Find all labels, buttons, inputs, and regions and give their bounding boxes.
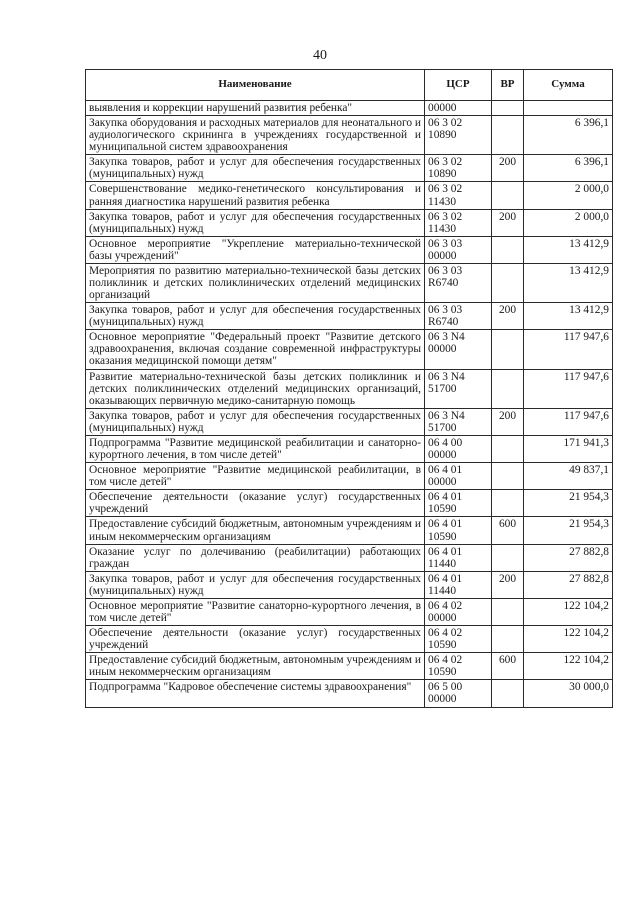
table-row [86, 303, 613, 330]
row-name: Закупка товаров, работ и услуг для обеспечения государственных (муниципальных) нужд [86, 209, 425, 236]
row-vr [492, 598, 524, 625]
page-number: 40 [313, 48, 327, 63]
row-sum: 117 947,6 [524, 369, 613, 408]
table-row [86, 598, 613, 625]
row-vr [492, 182, 524, 209]
table-row [86, 369, 613, 408]
table-row [86, 155, 613, 182]
row-csr: 06 3 02 11430 [425, 182, 492, 209]
row-sum: 122 104,2 [524, 653, 613, 680]
row-csr: 06 3 02 10890 [425, 116, 492, 155]
row-csr: 06 4 01 00000 [425, 463, 492, 490]
row-sum: 21 954,3 [524, 490, 613, 517]
row-vr [492, 236, 524, 263]
row-sum: 13 412,9 [524, 303, 613, 330]
row-sum: 6 396,1 [524, 116, 613, 155]
row-csr: 06 4 00 00000 [425, 435, 492, 462]
row-name: Предоставление субсидий бюджетным, автономным учреждениям и иным некоммерческим организациям [86, 517, 425, 544]
row-name: Основное мероприятие "Развитие медицинской реабилитации, в том числе детей" [86, 463, 425, 490]
row-name: Закупка товаров, работ и услуг для обеспечения государственных (муниципальных) нужд [86, 408, 425, 435]
row-csr: 06 3 N4 51700 [425, 369, 492, 408]
row-name: Основное мероприятие "Федеральный проект "Развитие детского здравоохранения, включая создание современной инфраструктуры оказания медицинской помощи детям" [86, 330, 425, 369]
header-vr: ВР [492, 70, 524, 101]
header-csr: ЦСР [425, 70, 492, 101]
row-csr: 06 4 02 10590 [425, 653, 492, 680]
row-sum: 122 104,2 [524, 598, 613, 625]
row-sum: 49 837,1 [524, 463, 613, 490]
row-name: Закупка товаров, работ и услуг для обеспечения государственных (муниципальных) нужд [86, 571, 425, 598]
table-row [86, 463, 613, 490]
budget-table [85, 69, 613, 708]
table-row [86, 571, 613, 598]
row-name: Мероприятия по развитию материально-технической базы детских поликлиник и детских поликлинических отделений медицинских организаций [86, 263, 425, 302]
row-vr [492, 330, 524, 369]
row-csr: 00000 [425, 101, 492, 116]
row-vr: 200 [492, 571, 524, 598]
row-csr: 06 4 01 11440 [425, 571, 492, 598]
row-csr: 06 4 02 00000 [425, 598, 492, 625]
row-sum: 2 000,0 [524, 209, 613, 236]
row-name: Основное мероприятие "Укрепление материально-технической базы учреждений" [86, 236, 425, 263]
row-csr: 06 3 N4 00000 [425, 330, 492, 369]
row-name: Обеспечение деятельности (оказание услуг) государственных учреждений [86, 626, 425, 653]
row-vr [492, 263, 524, 302]
row-vr: 200 [492, 303, 524, 330]
row-sum: 117 947,6 [524, 408, 613, 435]
row-name: Подпрограмма "Кадровое обеспечение системы здравоохранения" [86, 680, 425, 707]
row-name: Основное мероприятие "Развитие санаторно-курортного лечения, в том числе детей" [86, 598, 425, 625]
row-csr: 06 4 01 11440 [425, 544, 492, 571]
header-sum: Сумма [524, 70, 613, 101]
row-name: Закупка товаров, работ и услуг для обеспечения государственных (муниципальных) нужд [86, 303, 425, 330]
row-csr: 06 4 02 10590 [425, 626, 492, 653]
row-csr: 06 3 02 10890 [425, 155, 492, 182]
row-vr [492, 626, 524, 653]
table-row [86, 263, 613, 302]
row-sum: 122 104,2 [524, 626, 613, 653]
row-sum: 21 954,3 [524, 517, 613, 544]
row-vr [492, 116, 524, 155]
row-sum: 117 947,6 [524, 330, 613, 369]
row-sum: 13 412,9 [524, 263, 613, 302]
table-row [86, 517, 613, 544]
row-name: выявления и коррекции нарушений развития ребенка" [86, 101, 425, 116]
row-vr [492, 544, 524, 571]
row-csr: 06 3 02 11430 [425, 209, 492, 236]
row-vr: 200 [492, 155, 524, 182]
table-row [86, 101, 613, 116]
row-name: Подпрограмма "Развитие медицинской реабилитации и санаторно-курортного лечения, в том числе детей" [86, 435, 425, 462]
row-name: Развитие материально-технической базы детских поликлиник и детских поликлинических отделений медицинских организаций, оказывающих первичную медико-санитарную помощь [86, 369, 425, 408]
row-vr [492, 101, 524, 116]
row-vr: 200 [492, 408, 524, 435]
row-sum [524, 101, 613, 116]
row-vr [492, 463, 524, 490]
table-row [86, 435, 613, 462]
table-row [86, 680, 613, 707]
row-sum: 30 000,0 [524, 680, 613, 707]
row-sum: 13 412,9 [524, 236, 613, 263]
row-vr: 600 [492, 653, 524, 680]
row-sum: 27 882,8 [524, 544, 613, 571]
row-name: Закупка оборудования и расходных материалов для неонатального и аудиологического скрининга в учреждениях государственной и муниципальной систем здравоохранения [86, 116, 425, 155]
row-sum: 171 941,3 [524, 435, 613, 462]
header-name: Наименование [86, 70, 425, 101]
row-csr: 06 3 03 R6740 [425, 303, 492, 330]
row-vr [492, 680, 524, 707]
row-name: Закупка товаров, работ и услуг для обеспечения государственных (муниципальных) нужд [86, 155, 425, 182]
row-csr: 06 4 01 10590 [425, 517, 492, 544]
table-row [86, 236, 613, 263]
table-row [86, 544, 613, 571]
table-row [86, 626, 613, 653]
table-row [86, 490, 613, 517]
row-csr: 06 4 01 10590 [425, 490, 492, 517]
row-sum: 6 396,1 [524, 155, 613, 182]
table-row [86, 330, 613, 369]
row-vr: 600 [492, 517, 524, 544]
row-sum: 2 000,0 [524, 182, 613, 209]
row-csr: 06 3 03 R6740 [425, 263, 492, 302]
table-row [86, 653, 613, 680]
row-name: Предоставление субсидий бюджетным, автономным учреждениям и иным некоммерческим организациям [86, 653, 425, 680]
table-row [86, 182, 613, 209]
table-row [86, 116, 613, 155]
row-csr: 06 3 03 00000 [425, 236, 492, 263]
row-vr [492, 369, 524, 408]
row-vr [492, 435, 524, 462]
row-sum: 27 882,8 [524, 571, 613, 598]
row-name: Оказание услуг по долечиванию (реабилитации) работающих граждан [86, 544, 425, 571]
table-row [86, 209, 613, 236]
row-csr: 06 3 N4 51700 [425, 408, 492, 435]
row-csr: 06 5 00 00000 [425, 680, 492, 707]
row-name: Совершенствование медико-генетического консультирования и ранняя диагностика нарушений развития ребенка [86, 182, 425, 209]
row-vr [492, 490, 524, 517]
row-vr: 200 [492, 209, 524, 236]
table-header-row [86, 70, 613, 101]
table-row [86, 408, 613, 435]
row-name: Обеспечение деятельности (оказание услуг) государственных учреждений [86, 490, 425, 517]
